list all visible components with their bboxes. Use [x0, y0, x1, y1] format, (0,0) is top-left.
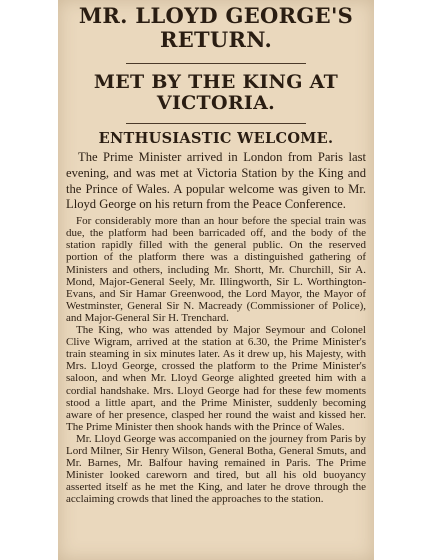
- newspaper-clipping: [58, 0, 374, 560]
- body-paragraph: The King, who was attended by Major Seymour and Colonel Clive Wigram, arrived at the station at 6.30, the Prime Minister's train steaming in six minutes later. As it drew up, his Majesty, with Mrs. Lloyd George, crossed the platform to the Prime Minister's saloon, and when Mr. Lloyd George alighted greeted him with a cordial handshake. Mrs. Lloyd George had for these few moments stood a little apart, and the Prime Minister, suddenly becoming aware of her presence, clasped her round the waist and kissed her. The Prime Minister then shook hands with the Prince of Wales.: [66, 324, 366, 433]
- divider-rule: [126, 63, 306, 64]
- body-paragraph: For considerably more than an hour before the special train was due, the platform had been barricaded off, and the body of the station rapidly filled with the general public. On the reserved portion of the platform there was a distinguished gathering of Ministers and others, including Mr. Shortt, Mr. Churchill, Sir A. Mond, Major-General Seely, Mr. Illingworth, Sir L. Worthington-Evans, and Sir Hamar Greenwood, the Lord Mayor, the Mayor of Westminster, General Sir N. Macready (Commissioner of Police), and Major-General Sir H. Trenchard.: [66, 215, 366, 324]
- subheadline-line-2: VICTORIA.: [156, 92, 276, 114]
- divider-rule: [126, 123, 306, 124]
- headline-line-1: MR. LLOYD GEORGE'S: [78, 3, 354, 28]
- article-body: [66, 150, 366, 505]
- headline-line-2: RETURN.: [159, 27, 273, 52]
- lead-paragraph: The Prime Minister arrived in London from Paris last evening, and was met at Victoria Station by the King and the Prince of Wales. A popular welcome was given to Mr. Lloyd George on his return from the Peace Conference.: [66, 150, 366, 212]
- body-paragraph: Mr. Lloyd George was accompanied on the journey from Paris by Lord Milner, Sir Henry Wilson, General Botha, General Smuts, and Mr. Barnes, Mr. Balfour having remained in Paris. The Prime Minister looked careworn and tired, but all his old buoyancy asserted itself as he met the King, and later he drove through the acclaiming crowds that lined the approaches to the station.: [66, 432, 366, 506]
- section-heading: ENTHUSIASTIC WELCOME.: [98, 130, 334, 147]
- subheadline-line-1: MET BY THE KING AT: [93, 71, 339, 93]
